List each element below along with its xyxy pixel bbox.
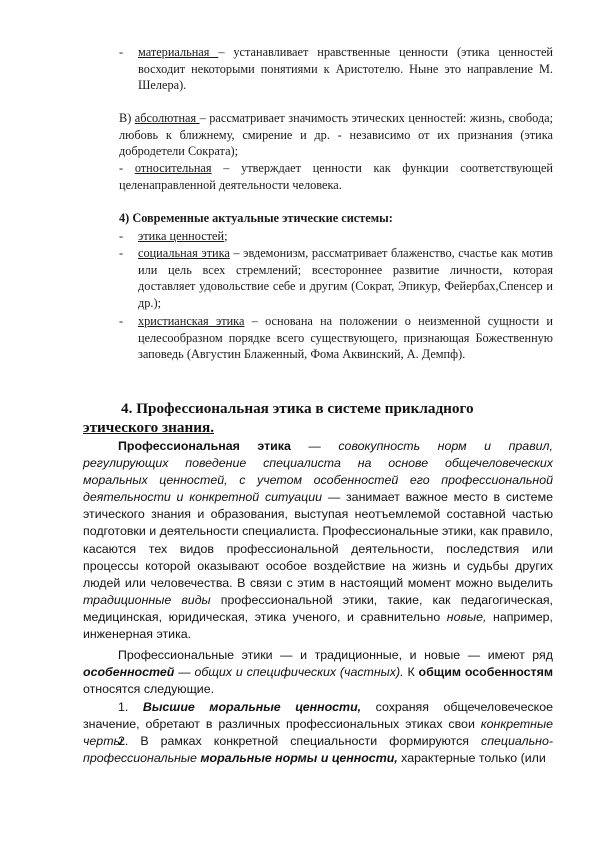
term-moral-norms: моральные нормы и ценности, (200, 751, 398, 766)
term-features: особенностей (83, 665, 175, 680)
document-page: - материальная – устанавливает нравственные ценности (этика ценностей восходит некоторыми понятиями к Аристотелю. Ныне это направление М. Шелера). В) абсолютная – рассматривает значимость этических ценностей: жизнь, свобода; любовь к ближнему, смирение и др. - независимо от их признания (этика добродетели Сократа); - относительная – утверждает ценности как функции соответствующей целенаправленной деятельности человека. 4) Современные актуальные этические системы: - этика ценностей; - социальная этика – эвдемонизм, рассматривает блаженство, счастье как мотив или цель всех стремлений; всестороннее развитие личности, которая доставляет удовольствие себе и другим (Сократ, Эпикур, Фейербах,Спенсер и др.); - христианская этика – основана на положении о неизменной сущности и целесообразном порядке всего существующего, признающая Божественную заповедь (Августин Блаженный, Фома Аквинский, А. Демпф). 4. Профессиональная этика в системе прикладного этического знания. Профессиональная этика — совокупность норм и правил, регулирующих поведение специалиста на основе общечеловеческих моральных ценностей, с учетом особенностей его профессиональной деятельности и конкретной ситуации — занимает важное место в системе этического знания и образования, выступая неотъемлемой составной частью подготовки и деятельности специалиста. Профессиональные этики, как правило, касаются тех видов профессиональной деятельности, последствия или процессы которой оказывают особое воздействие на жизнь и судьбы других людей или человечества. В связи с этим в настоящий момент можно выделить традиционные виды профессиональной этики, такие, как педагогическая, медицинская, юридическая, этика ученого, и сравнительно новые, например, инженерная этика. Профессиональные этики — и традиционные, и новые — имеют ряд особенностей — общих и специфических (частных). К общим особенностям относятся следующие. 1. Высшие моральные ценности, сохраняя общечеловеческое значение, обретают в различных профессиональных этиках свои конкретные черты. 2. В рамках конкретной специальности формируются специально-профессиональные моральные нормы и ценности, характерные только (или (0, 0, 595, 842)
term-absolute: абсолютная (134, 111, 200, 125)
term-christian-ethics: христианская этика (138, 314, 245, 328)
term-special-professional: специально-профессиональные (83, 734, 553, 766)
term-relative: относительная (134, 161, 212, 175)
social-ethics-description: – эвдемонизм, рассматривает блаженство, счастье как мотив или цель всех стремлений; всестороннее развитие личности, которая доставляет удовольствие себе и другим (Сократ, Эпикур, Фейербах,Спенсер и др.); (138, 246, 553, 310)
list-item-relative: - относительная – утверждает ценности как функции соответствующей целенаправленной деятельности человека. (119, 161, 553, 192)
term-social-ethics: социальная этика (138, 246, 230, 260)
term-highest-moral-values: Высшие моральные ценности, (142, 700, 362, 714)
paragraph-feature-2: 2. В рамках конкретной специальности формируются специально-профессиональные моральные нормы и ценности, характерные только (или (83, 734, 553, 766)
relative-description: – утверждает ценности как функции соответствующей целенаправленной деятельности человека. (119, 161, 553, 192)
paragraph-features: Профессиональные этики — и традиционные, и новые — имеют ряд особенностей — общих и специфических (частных). К общим особенностям относятся следующие. (83, 648, 554, 697)
paragraph-professional-ethics: Профессиональная этика — совокупность норм и правил, регулирующих поведение специалиста на основе общечеловеческих моральных ценностей, с учетом особенностей его профессиональной деятельности и конкретной ситуации — занимает важное место в системе этического знания и образования, выступая неотъемлемой составной частью подготовки и деятельности специалиста. Профессиональные этики, как правило, касаются тех видов профессиональной деятельности, последствия или процессы которой оказывают особое воздействие на жизнь и судьбы других людей или человечества. В связи с этим в настоящий момент можно выделить традиционные виды профессиональной этики, такие, как педагогическая, медицинская, юридическая, этика ученого, и сравнительно новые, например, инженерная этика. (83, 439, 553, 642)
term-material: материальная (138, 45, 219, 59)
term-traditional-types: традиционные виды (83, 592, 211, 607)
definition-professional-ethics: совокупность норм и правил, регулирующих поведение специалиста на основе общечеловеческих моральных ценностей, с учетом особенностей его профессиональной деятельности и конкретной ситуации (83, 439, 553, 505)
modern-systems-heading: 4) Современные актуальные этические системы: (119, 211, 393, 225)
absolute-description: – рассматривает значимость этических ценностей: жизнь, свобода; любовь к ближнему, смирение и др. - независимо от их признания (этика добродетели Сократа); (119, 111, 553, 159)
section-4-heading (83, 399, 553, 437)
term-concrete-features: конкретные черты. (83, 717, 553, 749)
section-4-heading-line2: этического знания. (83, 419, 215, 436)
material-description: – устанавливает нравственные ценности (этика ценностей восходит некоторыми понятиями к Аристотелю. Ныне это направление М. Шелера). (138, 45, 553, 93)
term-new: новые, (446, 609, 487, 624)
list-item-absolute: В) абсолютная – рассматривает значимость этических ценностей: жизнь, свобода; любовь к ближнему, смирение и др. - независимо от их признания (этика добродетели Сократа); (119, 111, 553, 159)
term-professional-ethics: Профессиональная этика (118, 439, 291, 453)
paragraph-feature-1: 1. Высшие моральные ценности, сохраняя общечеловеческое значение, обретают в различных профессиональных этиках свои конкретные черты. (83, 700, 554, 749)
term-values-ethics: этика ценностей (138, 229, 225, 243)
term-general-features: общим особенностям (418, 665, 554, 680)
section-4-heading-line1: 4. Профессиональная этика в системе прикладного (121, 400, 474, 417)
christian-ethics-description: – основана на положении о неизменной сущности и целесообразном порядке всего существующего, признающая Божественную заповедь (Августин Блаженный, Фома Аквинский, А. Демпф). (138, 314, 553, 362)
